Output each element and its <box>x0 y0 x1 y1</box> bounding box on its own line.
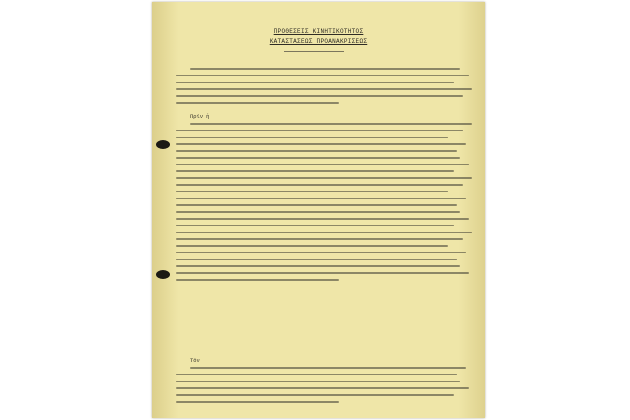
document-heading-line-1: ΠΡΟΘΕΣΕΙΣ ΚΙΝΗΤΙΚΟΤΗΤΟΣ <box>273 28 364 35</box>
paragraph-3-opening: Τόν <box>190 358 200 364</box>
typed-text-line <box>176 279 339 281</box>
typed-text-line <box>176 252 466 254</box>
typed-text-line <box>176 381 460 383</box>
typed-text-line <box>176 95 463 97</box>
typed-text-line <box>176 387 469 389</box>
typed-text-line <box>176 374 457 376</box>
typed-text-line <box>176 177 472 179</box>
typed-text-line <box>176 198 466 200</box>
typed-text-line <box>176 401 339 403</box>
typed-text-line <box>176 75 469 77</box>
typed-text-line <box>176 232 472 234</box>
typewritten-document-page <box>152 2 485 418</box>
typed-text-line <box>176 265 460 267</box>
typed-text-line <box>176 259 457 261</box>
punch-hole-lower <box>156 270 170 279</box>
typed-text-line <box>176 170 454 172</box>
typed-text-line <box>176 164 469 166</box>
typed-text-line <box>176 157 460 159</box>
paragraph-2-opening: Πρίν ἡ <box>190 114 210 120</box>
typed-text-line <box>176 82 454 84</box>
typed-text-line <box>176 238 463 240</box>
paragraph-intro <box>176 68 472 109</box>
typed-text-line <box>176 137 448 139</box>
typed-text-line <box>176 184 463 186</box>
typed-text-line <box>176 102 339 104</box>
document-heading-line-2: ΚΑΤΑΣΤΑΣΕΩΣ ΠΡΟΑΝΑΚΡΙΣΕΩΣ <box>269 38 368 45</box>
typed-text-line <box>176 272 469 274</box>
typed-text-line <box>190 367 466 369</box>
paragraph-closing <box>176 367 472 408</box>
typed-text-line <box>190 123 472 125</box>
typed-text-line <box>176 211 460 213</box>
typed-text-line <box>176 225 454 227</box>
typed-text-line <box>190 68 460 70</box>
punch-hole-upper <box>156 140 170 149</box>
typed-text-line <box>176 143 466 145</box>
paragraph-body <box>176 123 472 286</box>
typed-text-line <box>176 218 469 220</box>
typed-text-line <box>176 204 457 206</box>
typed-text-line <box>176 130 463 132</box>
heading-rule <box>284 51 344 52</box>
typed-text-line <box>176 245 448 247</box>
typed-text-line <box>176 150 457 152</box>
typed-text-line <box>176 394 454 396</box>
typed-text-line <box>176 191 448 193</box>
typed-text-line <box>176 88 472 90</box>
